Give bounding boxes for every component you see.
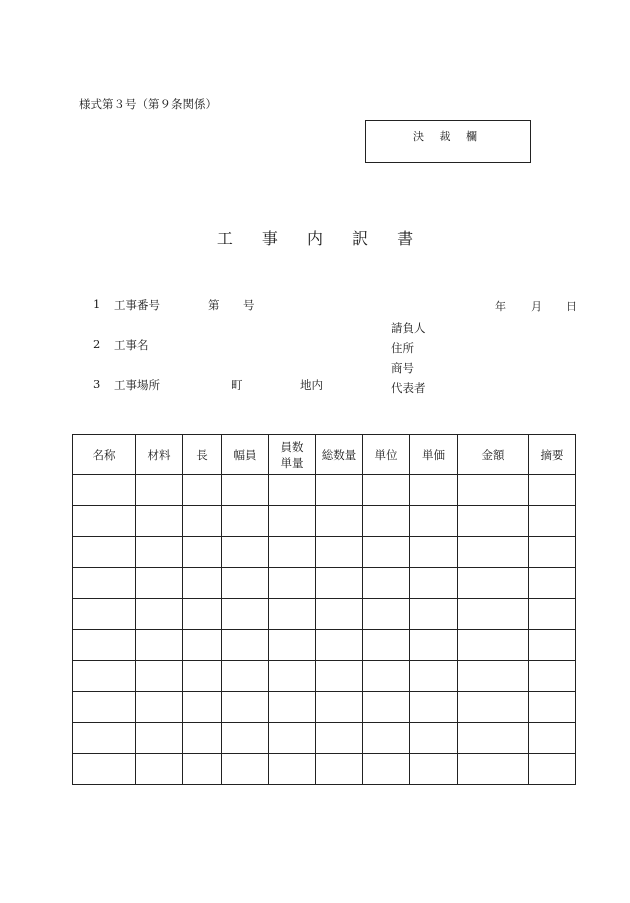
table-cell[interactable]: [136, 754, 183, 785]
table-cell[interactable]: [136, 661, 183, 692]
table-cell[interactable]: [529, 475, 576, 506]
header-count: [269, 435, 316, 475]
table-cell[interactable]: [136, 599, 183, 630]
item1-dai: 第: [208, 298, 220, 312]
table-cell[interactable]: [316, 692, 363, 723]
table-row: [73, 661, 576, 692]
approval-box: [365, 120, 531, 163]
item3-lot: 地内: [300, 378, 323, 392]
table-cell[interactable]: [316, 630, 363, 661]
table-row: [73, 599, 576, 630]
table-cell[interactable]: [269, 506, 316, 537]
table-cell[interactable]: [183, 692, 222, 723]
table-cell[interactable]: [316, 723, 363, 754]
table-row: [73, 568, 576, 599]
table-cell[interactable]: [222, 754, 269, 785]
table-cell[interactable]: [222, 661, 269, 692]
date-month: 月: [531, 300, 542, 313]
table-cell[interactable]: [363, 754, 410, 785]
table-cell[interactable]: [410, 568, 458, 599]
table-cell[interactable]: [529, 692, 576, 723]
table-cell[interactable]: [363, 568, 410, 599]
table-cell[interactable]: [73, 723, 136, 754]
contractor-block: [391, 318, 426, 398]
table-row: [73, 475, 576, 506]
table-cell[interactable]: [458, 537, 529, 568]
table-cell[interactable]: [183, 537, 222, 568]
item3-town: 町: [231, 378, 243, 392]
table-cell[interactable]: [269, 692, 316, 723]
table-cell[interactable]: [410, 537, 458, 568]
table-cell[interactable]: [183, 475, 222, 506]
breakdown-table: [72, 434, 576, 785]
table-cell[interactable]: [410, 692, 458, 723]
item2-number: 2: [93, 337, 101, 351]
table-cell[interactable]: [73, 506, 136, 537]
table-cell[interactable]: [136, 723, 183, 754]
table-cell[interactable]: [316, 599, 363, 630]
table-cell[interactable]: [73, 475, 136, 506]
table-cell[interactable]: [183, 723, 222, 754]
table-cell[interactable]: [316, 661, 363, 692]
table-cell[interactable]: [529, 754, 576, 785]
table-cell[interactable]: [316, 506, 363, 537]
item1-go: 号: [243, 298, 255, 312]
table-cell[interactable]: [458, 754, 529, 785]
table-cell[interactable]: [222, 475, 269, 506]
table-cell[interactable]: [529, 537, 576, 568]
table-cell[interactable]: [73, 630, 136, 661]
table-row: [73, 506, 576, 537]
table-cell[interactable]: [458, 506, 529, 537]
table-cell[interactable]: [410, 599, 458, 630]
item1-number: 1: [93, 297, 101, 311]
table-cell[interactable]: [183, 506, 222, 537]
table-cell[interactable]: [222, 506, 269, 537]
date-day: 日: [566, 300, 577, 313]
table-cell[interactable]: [222, 723, 269, 754]
table-cell[interactable]: [269, 630, 316, 661]
table-cell[interactable]: [316, 754, 363, 785]
table-cell[interactable]: [73, 599, 136, 630]
table-cell[interactable]: [183, 754, 222, 785]
table-cell[interactable]: [136, 630, 183, 661]
table-cell[interactable]: [458, 630, 529, 661]
table-cell[interactable]: [410, 661, 458, 692]
table-cell[interactable]: [363, 506, 410, 537]
table-cell[interactable]: [269, 537, 316, 568]
item3-label: 工事場所: [114, 378, 160, 392]
table-cell[interactable]: [529, 506, 576, 537]
document-title: 工 事 内 訳 書: [216, 229, 426, 248]
header-name: 名称: [73, 435, 136, 475]
table-cell[interactable]: [363, 661, 410, 692]
contractor-title: 請負人: [391, 321, 426, 335]
table-cell[interactable]: [183, 630, 222, 661]
header-material: 材料: [136, 435, 183, 475]
table-cell[interactable]: [73, 661, 136, 692]
table-cell[interactable]: [183, 599, 222, 630]
table-cell[interactable]: [458, 723, 529, 754]
table-cell[interactable]: [222, 630, 269, 661]
table-cell[interactable]: [529, 630, 576, 661]
table-cell[interactable]: [316, 537, 363, 568]
table-row: [73, 692, 576, 723]
table-cell[interactable]: [363, 692, 410, 723]
table-cell[interactable]: [458, 692, 529, 723]
table-cell[interactable]: [269, 754, 316, 785]
table-cell[interactable]: [458, 661, 529, 692]
table-cell[interactable]: [269, 661, 316, 692]
table-cell[interactable]: [73, 754, 136, 785]
form-number: 様式第３号（第９条関係）: [79, 97, 217, 111]
table-cell[interactable]: [222, 599, 269, 630]
table-cell[interactable]: [316, 568, 363, 599]
table-cell[interactable]: [269, 723, 316, 754]
table-cell[interactable]: [458, 475, 529, 506]
table-cell[interactable]: [363, 537, 410, 568]
contractor-address-label: 住所: [391, 341, 414, 355]
table-cell[interactable]: [136, 568, 183, 599]
table-cell[interactable]: [183, 661, 222, 692]
header-unit: 単位: [363, 435, 410, 475]
header-count-line2: 単量: [280, 455, 304, 470]
table-cell[interactable]: [410, 723, 458, 754]
table-cell[interactable]: [410, 475, 458, 506]
table-cell[interactable]: [363, 723, 410, 754]
table-cell[interactable]: [136, 506, 183, 537]
table-cell[interactable]: [529, 723, 576, 754]
table-cell[interactable]: [529, 661, 576, 692]
table-cell[interactable]: [269, 599, 316, 630]
table-cell[interactable]: [529, 599, 576, 630]
approval-box-label: 決 裁 欄: [413, 130, 483, 143]
table-cell[interactable]: [269, 568, 316, 599]
table-cell[interactable]: [410, 754, 458, 785]
item2-label: 工事名: [114, 338, 149, 352]
table-cell[interactable]: [222, 537, 269, 568]
header-amount: 金額: [458, 435, 529, 475]
table-cell[interactable]: [410, 630, 458, 661]
table-header-row: [73, 435, 576, 475]
table-cell[interactable]: [363, 630, 410, 661]
table-cell[interactable]: [316, 475, 363, 506]
header-remarks: 摘要: [529, 435, 576, 475]
table-row: [73, 537, 576, 568]
header-width: 幅員: [222, 435, 269, 475]
item3-number: 3: [93, 377, 101, 391]
table-cell[interactable]: [363, 599, 410, 630]
table-cell[interactable]: [222, 692, 269, 723]
table-cell[interactable]: [458, 568, 529, 599]
item1-label: 工事番号: [114, 298, 160, 312]
contractor-representative-label: 代表者: [391, 381, 426, 395]
table-cell[interactable]: [529, 568, 576, 599]
table-cell[interactable]: [73, 568, 136, 599]
table-cell[interactable]: [73, 692, 136, 723]
header-total-quantity: 総数量: [316, 435, 363, 475]
table-cell[interactable]: [363, 475, 410, 506]
table-row: [73, 630, 576, 661]
table-row: [73, 754, 576, 785]
table-body: [73, 475, 576, 785]
table-row: [73, 723, 576, 754]
table-cell[interactable]: [458, 599, 529, 630]
header-length: 長: [183, 435, 222, 475]
date-year: 年: [495, 300, 506, 313]
contractor-trade-name-label: 商号: [391, 361, 414, 375]
table-cell[interactable]: [136, 475, 183, 506]
table-cell[interactable]: [183, 568, 222, 599]
table-cell[interactable]: [269, 475, 316, 506]
table-cell[interactable]: [136, 537, 183, 568]
table-cell[interactable]: [136, 692, 183, 723]
header-unit-price: 単価: [410, 435, 458, 475]
table-cell[interactable]: [73, 537, 136, 568]
table-cell[interactable]: [222, 568, 269, 599]
table-cell[interactable]: [410, 506, 458, 537]
header-count-line1: 員数: [280, 439, 304, 454]
